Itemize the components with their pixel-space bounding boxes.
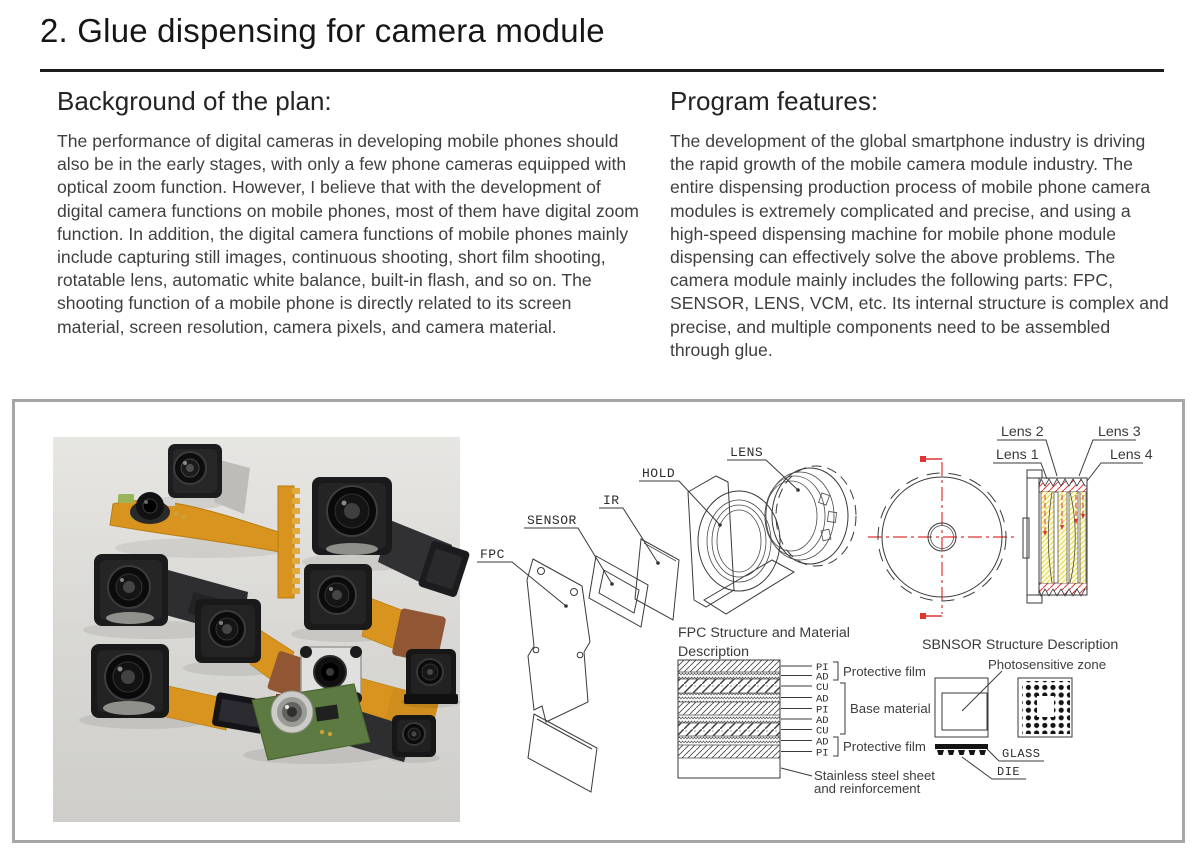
layer-label: CU — [816, 725, 829, 738]
camera-modules-photo — [53, 437, 470, 822]
lens3-label: Lens 3 — [1098, 424, 1141, 440]
page-title: 2. Glue dispensing for camera module — [40, 12, 605, 49]
camera-module — [401, 649, 461, 708]
layer-label: PI — [816, 662, 829, 674]
photosensitive-zone-label: Photosensitive zone — [988, 657, 1107, 672]
lens-front-view — [868, 456, 1016, 619]
protective-film-top-label: Protective film — [843, 664, 926, 679]
layer-label: AD — [816, 715, 829, 727]
lens-cross-section — [993, 424, 1153, 603]
background-heading: Background of the plan: — [57, 86, 332, 116]
lens-label: LENS — [730, 445, 764, 460]
lens4-label: Lens 4 — [1110, 447, 1153, 463]
layer-label: AD — [816, 671, 829, 684]
features-body: The development of the global smartphone industry is driving the rapid growth of the mobile camera module industry. The entire dispensing production process of mobile phone camera modules is extremely complicated and precise, and using a high-speed dispensing machine for mobile phone module dispensing can effectively solve the above problems. The camera module mainly includes the following parts: FPC, SENSOR, LENS, VCM, etc. Its internal structure is complex and precise, and multiple components need to be assembled through glue. — [670, 131, 1169, 360]
fpc-structure-diagram — [678, 625, 935, 796]
layer-label: PI — [816, 704, 829, 717]
sensor-label: SENSOR — [527, 513, 577, 528]
ir-label: IR — [603, 493, 620, 508]
sensor-structure-title: SBNSOR Structure Description — [922, 637, 1119, 653]
glass-label: GLASS — [1002, 747, 1041, 761]
stainless-label-1: Stainless steel sheet — [814, 768, 935, 783]
hold-label: HOLD — [642, 466, 676, 481]
layer-label: CU — [816, 682, 829, 694]
camera-module-figure — [15, 402, 1182, 840]
layer-label: AD — [816, 736, 829, 749]
sensor-structure-diagram — [922, 637, 1118, 779]
section-features — [670, 86, 1170, 362]
title-underline — [40, 69, 1164, 72]
fpc-structure-title-2: Description — [678, 644, 749, 660]
base-material-label: Base material — [850, 701, 931, 716]
stainless-label-2: and reinforcement — [814, 781, 921, 796]
fpc-label: FPC — [480, 547, 505, 562]
protective-film-bottom-label: Protective film — [843, 739, 926, 754]
camera-module — [388, 715, 440, 763]
lens1-label: Lens 1 — [996, 447, 1039, 463]
figure-box — [12, 399, 1185, 843]
fpc-structure-title-1: FPC Structure and Material — [678, 625, 850, 641]
background-body: The performance of digital cameras in developing mobile phones should also be in the early stages, with only a few phone cameras equipped with optical zoom function. However, I believe that with the development of digital camera functions on mobile phones, most of them have digital zoom function. In addition, the digital camera functions of mobile phones mainly include capturing still images, continuous shooting, short film shooting, rotatable lens, automatic white balance, built-in flash, and so on. The shooting function of a mobile phone is directly related to its screen material, screen resolution, camera pixels, and camera material. — [57, 131, 639, 337]
features-heading: Program features: — [670, 86, 879, 116]
lens2-label: Lens 2 — [1001, 424, 1044, 440]
exploded-labels — [477, 445, 800, 608]
layer-label: AD — [816, 693, 829, 706]
die-label: DIE — [997, 765, 1021, 779]
layer-label: PI — [816, 747, 829, 760]
section-background — [57, 86, 643, 339]
